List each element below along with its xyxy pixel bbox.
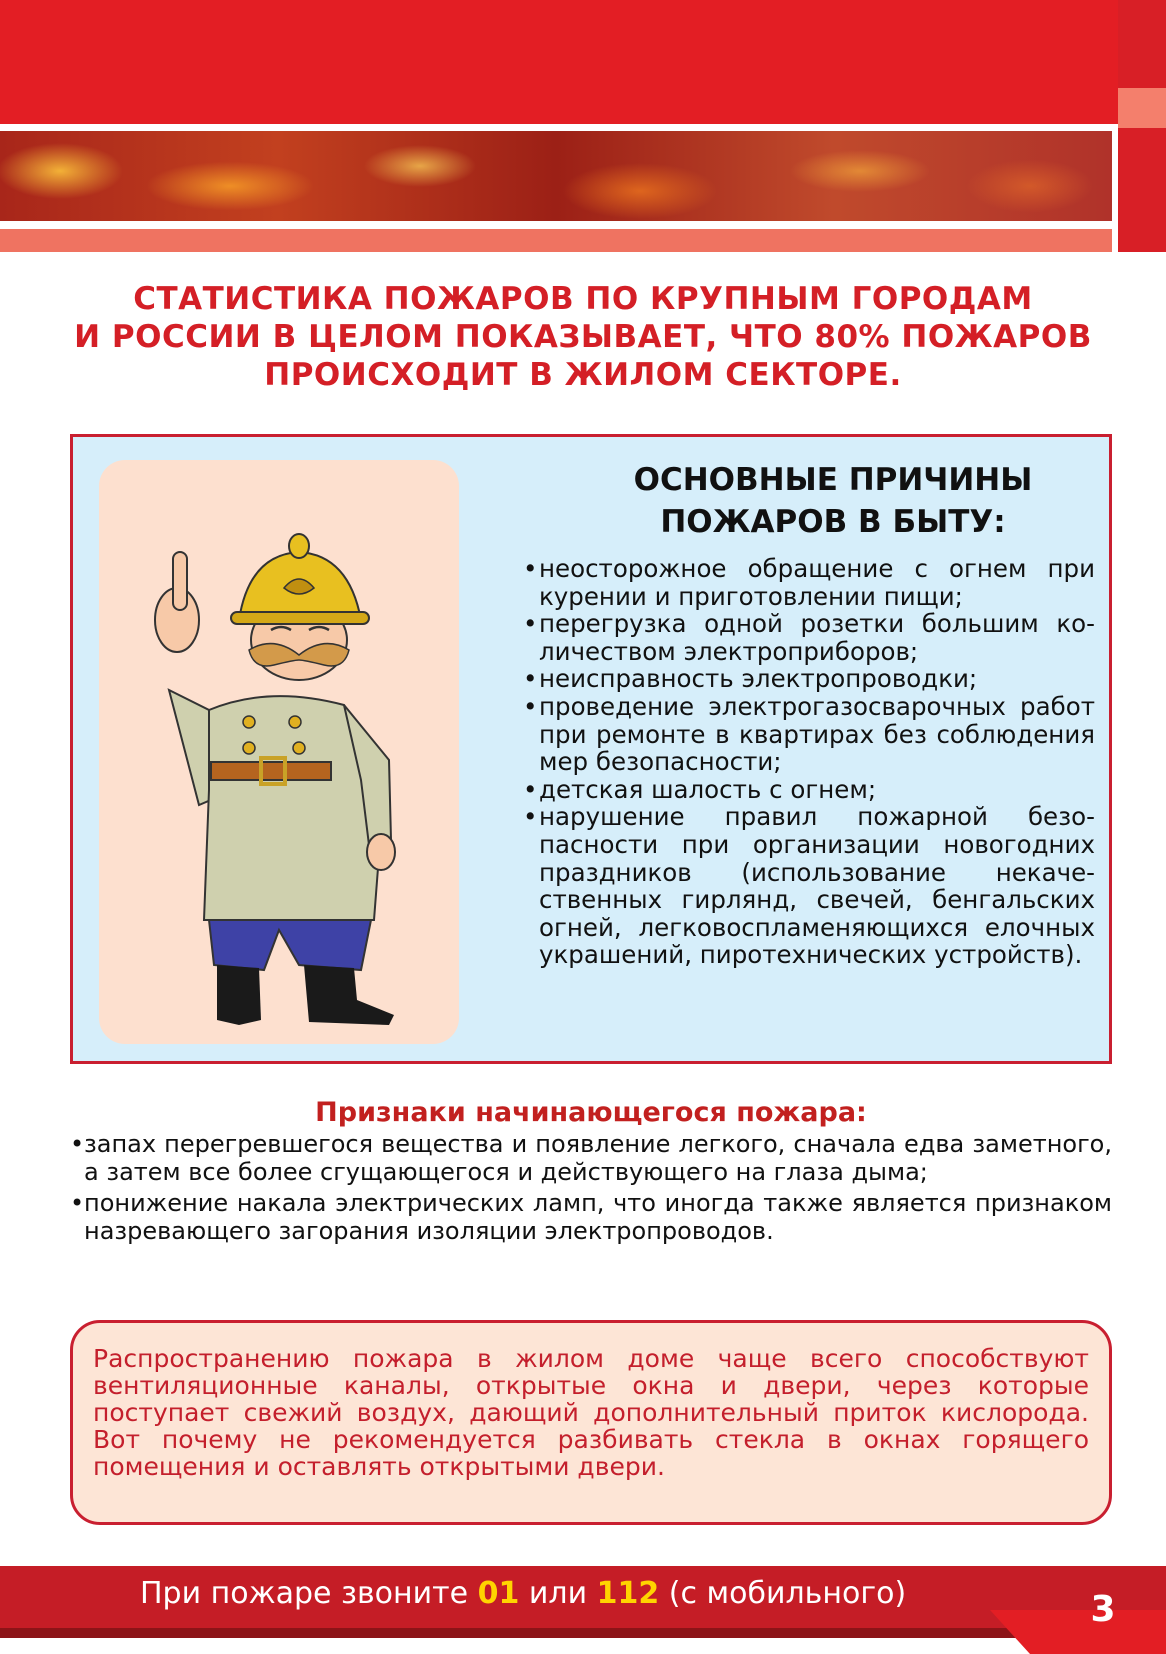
causes-title xyxy=(583,459,1083,543)
causes-box xyxy=(70,434,1112,1064)
header-bottom-strip xyxy=(0,229,1112,252)
header-side-tab-highlight xyxy=(1118,88,1166,128)
list-item: • неисправность электропроводки; xyxy=(523,665,1095,693)
flame-banner xyxy=(0,131,1112,221)
emergency-number-01: 01 xyxy=(477,1576,520,1611)
footer-middle: или xyxy=(519,1576,597,1611)
causes-title-line-2: ПОЖАРОВ В БЫТУ: xyxy=(660,504,1006,540)
list-item: • перегрузка одной розетки большим количеством электроприборов; xyxy=(523,610,1095,665)
note-text: Распространению пожара в жилом доме чаще всего способствуют вентиляционные каналы, открытые окна и двери, через которые поступает свежий воздух, дающий дополнительный приток кислорода. Вот почему не рекомендуется разбивать стекла в окнах горящего помещения и оставлять открытыми двери. xyxy=(93,1344,1089,1481)
emergency-call-text xyxy=(140,1573,960,1615)
footer-suffix: (с мобильного) xyxy=(659,1576,907,1611)
signs-list xyxy=(70,1130,1112,1245)
list-item: • нарушение правил пожарной безопасности при организации новогодних праздников (использование некачественных гирлянд, свечей, бенгальских огней, легковоспламеняющихся елочных украшений, пиротехнических устройств). xyxy=(523,803,1095,969)
footer-prefix: При пожаре звоните xyxy=(140,1576,478,1611)
list-item: • неосторожное обращение с огнем при курении и приготовлении пищи; xyxy=(523,555,1095,610)
intro-line-2: И РОССИИ В ЦЕЛОМ ПОКАЗЫВАЕТ, ЧТО 80% ПОЖАРОВ xyxy=(74,319,1092,355)
firefighter-illustration xyxy=(99,460,459,1044)
signs-title: Признаки начинающегося пожара: xyxy=(315,1097,867,1128)
header-divider xyxy=(0,124,1112,131)
list-item: • детская шалость с огнем; xyxy=(523,776,1095,804)
intro-line-1: СТАТИСТИКА ПОЖАРОВ ПО КРУПНЫМ ГОРОДАМ xyxy=(133,281,1033,317)
emergency-number-112: 112 xyxy=(596,1576,660,1611)
intro-heading xyxy=(60,280,1106,394)
firefighter-drawing xyxy=(99,460,459,1044)
intro-line-3: ПРОИСХОДИТ В ЖИЛОМ СЕКТОРЕ. xyxy=(264,357,902,393)
causes-title-line-1: ОСНОВНЫЕ ПРИЧИНЫ xyxy=(633,462,1033,498)
footer-shadow xyxy=(0,1628,1166,1638)
list-item: • проведение электрогазосварочных работ при ремонте в квартирах без соблюдения мер безопасности; xyxy=(523,693,1095,776)
flame-banner-border xyxy=(0,221,1112,229)
note-box xyxy=(70,1320,1112,1525)
page-number: 3 xyxy=(1090,1589,1116,1630)
list-item: • запах перегревшегося вещества и появление легкого, сначала едва заметного, а затем все более сгущающегося и действующего на глаза дыма; xyxy=(70,1130,1112,1186)
list-item: • понижение накала электрических ламп, что иногда также является признаком назревающего загорания изоляции электропроводов. xyxy=(70,1189,1112,1245)
header-red-banner xyxy=(0,0,1166,124)
causes-list xyxy=(523,555,1095,969)
